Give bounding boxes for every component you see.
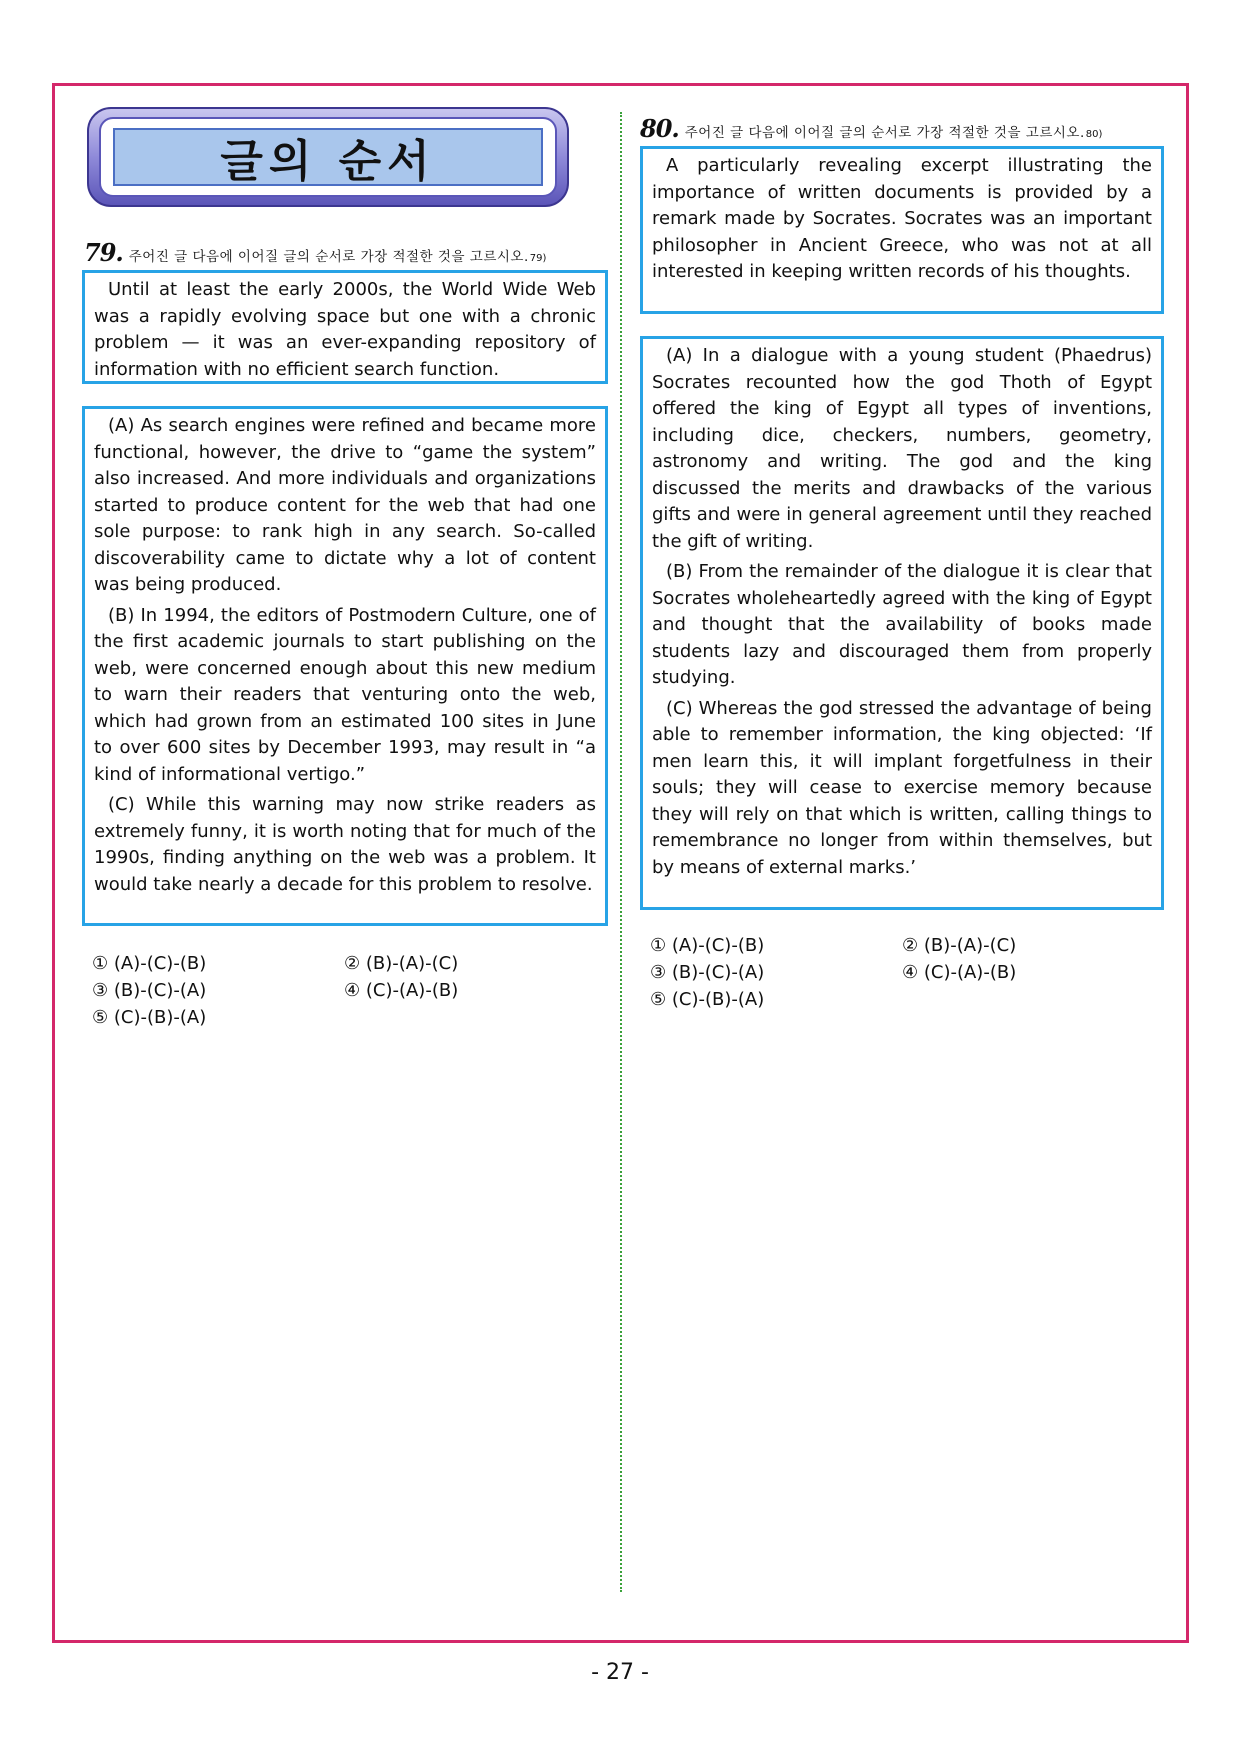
q80-option-2[interactable]: ② (B)-(A)-(C) bbox=[902, 935, 1017, 956]
q80-intro-box bbox=[640, 146, 1164, 314]
q79-paragraph-c: (C) While this warning may now strike readers as extremely funny, it is worth noting that for much of the 1990s, finding anything on the web was a problem. It would take nearly a decade for this problem to resolve. bbox=[94, 794, 596, 895]
q79-passage-box bbox=[82, 406, 608, 926]
q80-option-1[interactable]: ① (A)-(C)-(B) bbox=[650, 935, 765, 956]
q79-option-1[interactable]: ① (A)-(C)-(B) bbox=[92, 953, 207, 974]
q80-option-5[interactable]: ⑤ (C)-(B)-(A) bbox=[650, 989, 765, 1010]
q79-option-5[interactable]: ⑤ (C)-(B)-(A) bbox=[92, 1007, 207, 1028]
q80-ref: 80) bbox=[1085, 129, 1103, 140]
q79-option-3[interactable]: ③ (B)-(C)-(A) bbox=[92, 980, 207, 1001]
q79-option-2[interactable]: ② (B)-(A)-(C) bbox=[344, 953, 459, 974]
q80-passage-box bbox=[640, 336, 1164, 910]
q80-paragraph-b: (B) From the remainder of the dialogue it is clear that Socrates wholeheartedly agreed with the king of Egypt and thought that the availability of books made students lazy and discouraged them from properly studying. bbox=[652, 561, 1152, 688]
section-title-banner bbox=[87, 107, 569, 207]
column-divider bbox=[620, 112, 622, 1592]
banner-white-ring bbox=[99, 117, 557, 197]
q79-number: 79. bbox=[84, 238, 123, 267]
q80-paragraph-c: (C) Whereas the god stressed the advantage of being able to remember information, the king objected: ‘If men learn this, it will implant forgetfulness in their souls; they will cease to exercise memory because they will rely on that which is written, calling things to remembrance no longer from within themselves, but by means of external marks.’ bbox=[652, 697, 1152, 878]
q79-instruction: 주어진 글 다음에 이어질 글의 순서로 가장 적절한 것을 고르시오. bbox=[128, 249, 529, 265]
q79-paragraph-a: (A) As search engines were refined and became more functional, however, the drive to “game the system” also increased. And more individuals and organizations started to produce content for the web that had one sole purpose: to rank high in any search. So-called discoverability came to dictate why a lot of content was being produced. bbox=[94, 415, 596, 595]
q80-number: 80. bbox=[640, 114, 679, 143]
q80-instruction: 주어진 글 다음에 이어질 글의 순서로 가장 적절한 것을 고르시오. bbox=[684, 125, 1085, 141]
section-title: 글의 순서 bbox=[220, 136, 436, 187]
q79-options bbox=[92, 950, 596, 1031]
banner-inner bbox=[113, 128, 543, 186]
q79-intro-box bbox=[82, 270, 608, 384]
q80-intro: A particularly revealing excerpt illustrating the importance of written documents is provided by a remark made by Socrates. Socrates was an important philosopher in Ancient Greece, who was not at all interested in keeping written records of his thoughts. bbox=[652, 155, 1152, 282]
q80-paragraph-a: (A) In a dialogue with a young student (Phaedrus) Socrates recounted how the god Thoth of Egypt offered the king of Egypt all types of inventions, including dice, checkers, numbers, geometry, astronomy and writing. The god and the king discussed the merits and drawbacks of the various gifts and were in general agreement until they reached the gift of writing. bbox=[652, 345, 1152, 552]
q80-option-4[interactable]: ④ (C)-(A)-(B) bbox=[902, 962, 1017, 983]
q79-header bbox=[84, 238, 546, 267]
q80-options bbox=[650, 932, 1154, 1013]
q79-option-4[interactable]: ④ (C)-(A)-(B) bbox=[344, 980, 459, 1001]
q80-header bbox=[640, 114, 1102, 143]
q79-ref: 79) bbox=[529, 253, 547, 264]
q80-option-3[interactable]: ③ (B)-(C)-(A) bbox=[650, 962, 765, 983]
q79-paragraph-b: (B) In 1994, the editors of Postmodern Culture, one of the first academic journals to start publishing on the web, were concerned enough about this new medium to warn their readers that venturing onto the web, which had grown from an estimated 100 sites in June to over 600 sites by December 1993, may result in “a kind of informational vertigo.” bbox=[94, 604, 596, 785]
page-number: - 27 - bbox=[591, 1660, 649, 1685]
q79-intro: Until at least the early 2000s, the World Wide Web was a rapidly evolving space but one with a chronic problem — it was an ever-expanding repository of information with no efficient search function. bbox=[94, 279, 596, 380]
